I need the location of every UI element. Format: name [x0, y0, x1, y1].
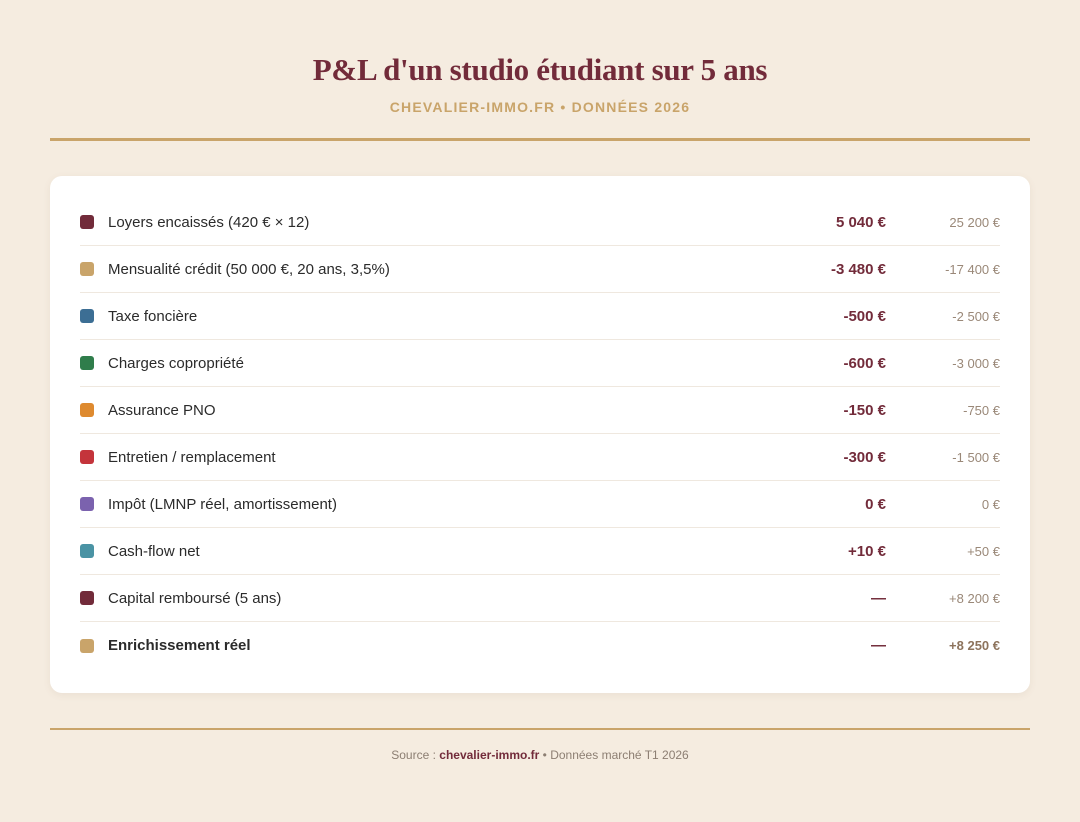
row-total-value: -17 400 €	[945, 261, 1000, 277]
row-total-value: -750 €	[963, 402, 1000, 418]
table-row-total	[80, 622, 1000, 669]
row-annual-value: -600 €	[843, 354, 886, 372]
color-swatch	[80, 591, 94, 605]
row-annual-value: -300 €	[843, 448, 886, 466]
row-annual-value: -150 €	[843, 401, 886, 419]
table-row	[80, 434, 1000, 481]
color-swatch	[80, 497, 94, 511]
footer-source-prefix: Source :	[391, 748, 440, 762]
pl-table-card	[50, 176, 1030, 693]
row-label: Entretien / remplacement	[108, 448, 276, 466]
row-annual-value: 0 €	[865, 495, 886, 513]
table-row	[80, 176, 1000, 246]
table-row	[80, 575, 1000, 622]
row-total-value: 25 200 €	[949, 214, 1000, 230]
row-label: Charges copropriété	[108, 354, 244, 372]
row-annual-value: —	[871, 637, 886, 654]
row-label: Impôt (LMNP réel, amortissement)	[108, 495, 337, 513]
color-swatch	[80, 356, 94, 370]
row-label: Capital remboursé (5 ans)	[108, 589, 282, 607]
row-annual-value: +10 €	[848, 542, 886, 560]
row-total-value: +8 250 €	[949, 638, 1000, 653]
row-total-value: -1 500 €	[952, 449, 1000, 465]
row-label: Cash-flow net	[108, 542, 200, 560]
page-title: P&L d'un studio étudiant sur 5 ans	[312, 52, 768, 87]
row-total-value: +8 200 €	[949, 590, 1000, 606]
row-annual-value: 5 040 €	[835, 213, 886, 231]
color-swatch	[80, 262, 94, 276]
header	[50, 50, 1030, 116]
table-row	[80, 293, 1000, 340]
row-label: Enrichissement réel	[108, 637, 251, 654]
table-row	[80, 340, 1000, 387]
table-row	[80, 246, 1000, 293]
color-swatch	[80, 215, 94, 229]
row-total-value: +50 €	[967, 543, 1000, 559]
row-total-value: -3 000 €	[952, 355, 1000, 371]
row-label: Loyers encaissés (420 € × 12)	[108, 213, 310, 231]
row-annual-value: -500 €	[843, 307, 886, 325]
color-swatch	[80, 639, 94, 653]
row-label: Assurance PNO	[108, 401, 216, 419]
footer-divider	[50, 728, 1030, 730]
header-divider	[50, 138, 1030, 141]
row-label: Taxe foncière	[108, 307, 198, 325]
color-swatch	[80, 309, 94, 323]
row-total-value: -2 500 €	[952, 308, 1000, 324]
row-total-value: 0 €	[981, 496, 1000, 512]
color-swatch	[80, 450, 94, 464]
color-swatch	[80, 544, 94, 558]
footer-brand-link[interactable]: chevalier-immo.fr	[439, 748, 540, 762]
color-swatch	[80, 403, 94, 417]
table-row	[80, 481, 1000, 528]
table-row	[80, 387, 1000, 434]
page-subtitle: CHEVALIER-IMMO.FR • DONNÉES 2026	[389, 99, 691, 115]
table-row	[80, 528, 1000, 575]
footer-source-suffix: • Données marché T1 2026	[539, 748, 689, 762]
footer	[50, 748, 1030, 762]
pl-rows	[80, 176, 1000, 669]
row-annual-value: -3 480 €	[830, 260, 886, 278]
row-label: Mensualité crédit (50 000 €, 20 ans, 3,5%)	[108, 260, 390, 278]
row-annual-value: —	[871, 589, 886, 607]
